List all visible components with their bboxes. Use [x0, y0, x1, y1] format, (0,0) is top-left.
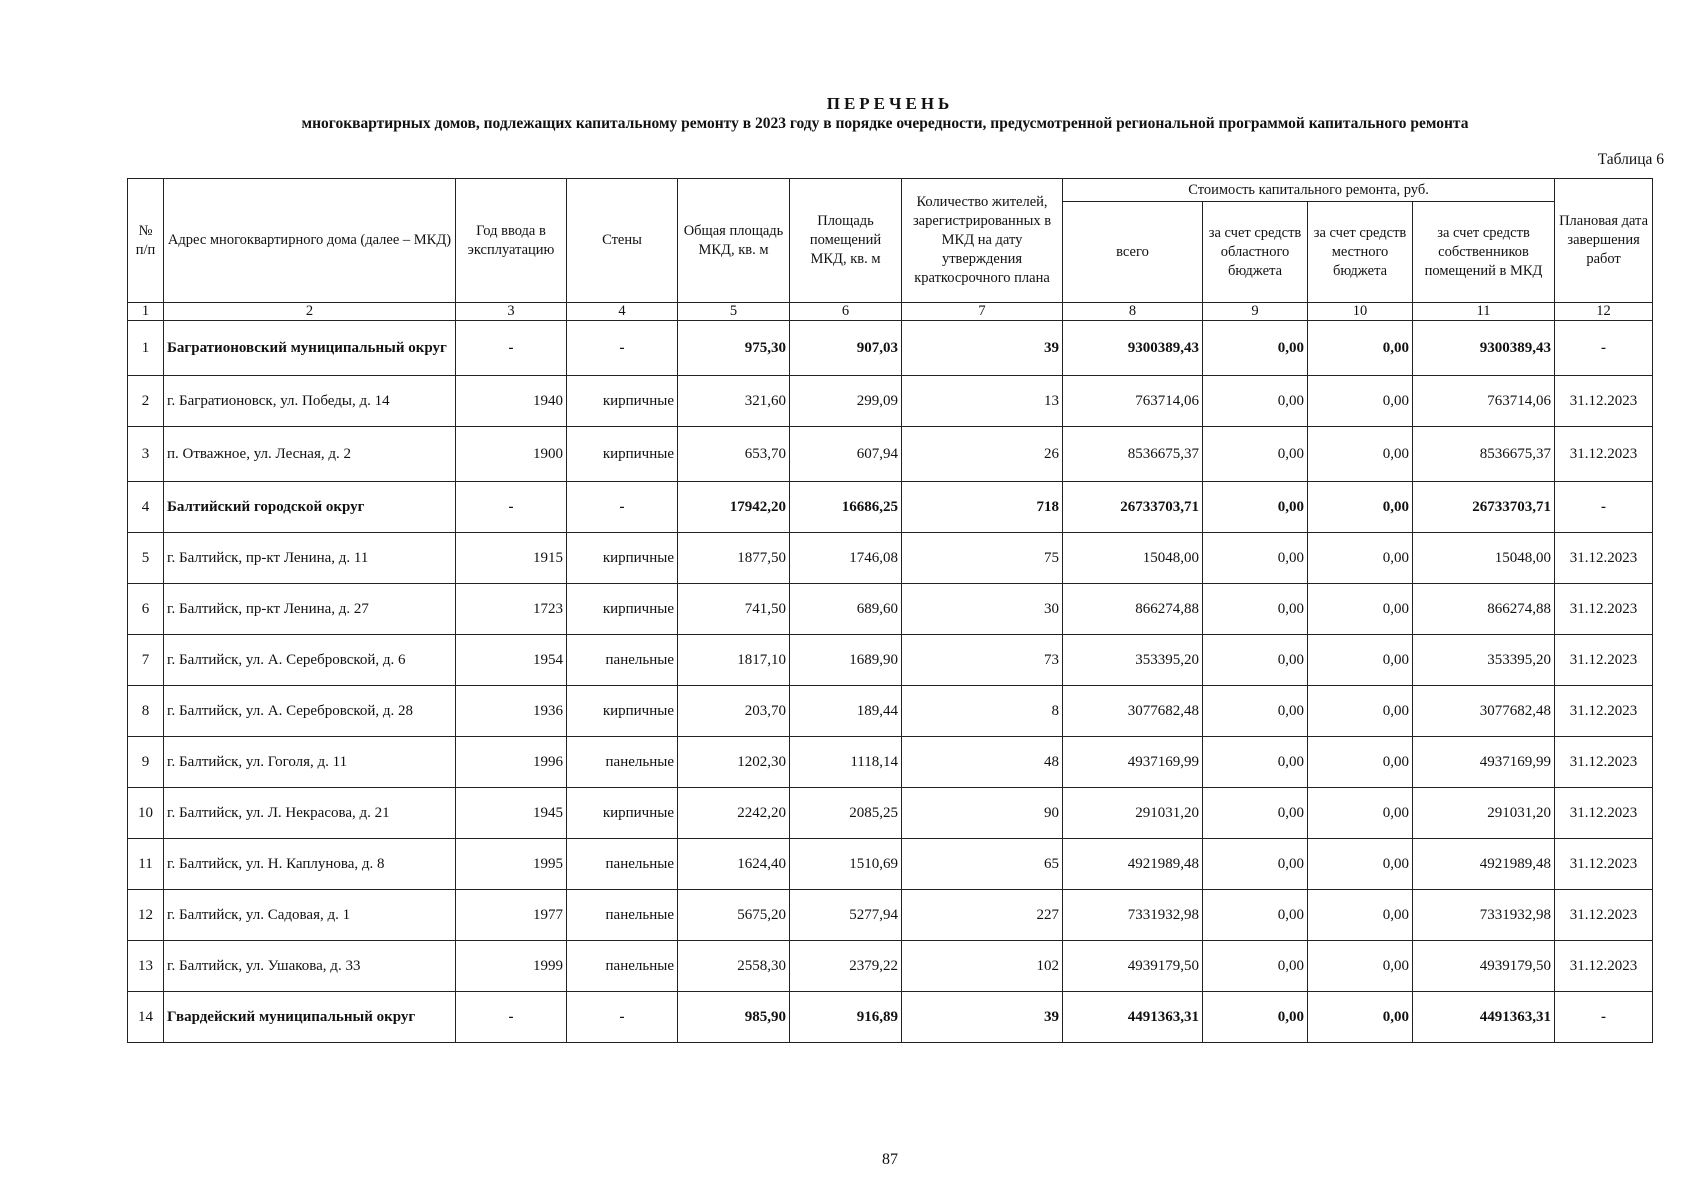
cell-walls: кирпичные	[567, 788, 678, 839]
col-header-walls: Стены	[567, 179, 678, 303]
cell-address: г. Багратионовск, ул. Победы, д. 14	[164, 376, 456, 427]
cell-walls: панельные	[567, 737, 678, 788]
cell-cost-owners: 4921989,48	[1413, 839, 1555, 890]
cell-cost-total: 4939179,50	[1063, 941, 1203, 992]
column-number-row	[128, 303, 1653, 321]
cell-cost-owners: 763714,06	[1413, 376, 1555, 427]
cell-walls: кирпичные	[567, 686, 678, 737]
cell-residents: 39	[902, 992, 1063, 1043]
cell-year: 1940	[456, 376, 567, 427]
cell-cost-owners: 291031,20	[1413, 788, 1555, 839]
cell-planned-date: 31.12.2023	[1555, 427, 1653, 482]
cell-cost-owners: 353395,20	[1413, 635, 1555, 686]
cell-no: 2	[128, 376, 164, 427]
cell-planned-date: 31.12.2023	[1555, 376, 1653, 427]
cell-premises-area: 5277,94	[790, 890, 902, 941]
cell-cost-total: 15048,00	[1063, 533, 1203, 584]
table-row	[128, 533, 1653, 584]
cell-cost-local: 0,00	[1308, 839, 1413, 890]
cell-no: 8	[128, 686, 164, 737]
column-number: 4	[567, 303, 678, 321]
cell-address: Багратионовский муниципальный округ	[164, 321, 456, 376]
cell-cost-regional: 0,00	[1203, 839, 1308, 890]
table-row	[128, 941, 1653, 992]
cell-cost-regional: 0,00	[1203, 941, 1308, 992]
cell-address: г. Балтийск, ул. Садовая, д. 1	[164, 890, 456, 941]
col-header-residents: Количество жителей, зарегистрированных в МКД на дату утверждения краткосрочного плана	[902, 179, 1063, 303]
cell-year: 1945	[456, 788, 567, 839]
cell-cost-regional: 0,00	[1203, 427, 1308, 482]
column-number: 6	[790, 303, 902, 321]
cell-total-area: 1877,50	[678, 533, 790, 584]
cell-residents: 26	[902, 427, 1063, 482]
cell-planned-date: -	[1555, 482, 1653, 533]
cell-premises-area: 607,94	[790, 427, 902, 482]
cell-cost-owners: 9300389,43	[1413, 321, 1555, 376]
cell-no: 13	[128, 941, 164, 992]
cell-cost-local: 0,00	[1308, 321, 1413, 376]
cell-address: г. Балтийск, ул. Н. Каплунова, д. 8	[164, 839, 456, 890]
cell-premises-area: 916,89	[790, 992, 902, 1043]
cell-planned-date: 31.12.2023	[1555, 890, 1653, 941]
cell-cost-total: 866274,88	[1063, 584, 1203, 635]
cell-cost-regional: 0,00	[1203, 584, 1308, 635]
cell-walls: кирпичные	[567, 376, 678, 427]
cell-residents: 718	[902, 482, 1063, 533]
cell-year: -	[456, 321, 567, 376]
cell-year: -	[456, 482, 567, 533]
cell-cost-owners: 7331932,98	[1413, 890, 1555, 941]
cell-planned-date: 31.12.2023	[1555, 584, 1653, 635]
cell-cost-regional: 0,00	[1203, 992, 1308, 1043]
cell-residents: 227	[902, 890, 1063, 941]
cell-cost-regional: 0,00	[1203, 737, 1308, 788]
cell-cost-total: 291031,20	[1063, 788, 1203, 839]
cell-cost-owners: 4491363,31	[1413, 992, 1555, 1043]
cell-cost-regional: 0,00	[1203, 890, 1308, 941]
column-number: 3	[456, 303, 567, 321]
cell-planned-date: 31.12.2023	[1555, 533, 1653, 584]
table-label: Таблица 6	[1597, 151, 1664, 168]
cell-cost-total: 763714,06	[1063, 376, 1203, 427]
col-header-year: Год ввода в эксплуатацию	[456, 179, 567, 303]
cell-year: 1995	[456, 839, 567, 890]
cell-walls: панельные	[567, 941, 678, 992]
cell-total-area: 1817,10	[678, 635, 790, 686]
cell-no: 1	[128, 321, 164, 376]
cell-residents: 90	[902, 788, 1063, 839]
cell-walls: -	[567, 992, 678, 1043]
col-header-cost-regional: за счет средств областного бюджета	[1203, 202, 1308, 303]
cell-total-area: 17942,20	[678, 482, 790, 533]
cell-cost-local: 0,00	[1308, 533, 1413, 584]
cell-address: г. Балтийск, пр-кт Ленина, д. 27	[164, 584, 456, 635]
table-row	[128, 635, 1653, 686]
cell-residents: 13	[902, 376, 1063, 427]
col-header-no: № п/п	[128, 179, 164, 303]
page-number: 87	[882, 1151, 898, 1168]
cell-premises-area: 1118,14	[790, 737, 902, 788]
column-number: 11	[1413, 303, 1555, 321]
table-row-district	[128, 992, 1653, 1043]
cell-cost-total: 26733703,71	[1063, 482, 1203, 533]
cell-cost-local: 0,00	[1308, 427, 1413, 482]
cell-no: 3	[128, 427, 164, 482]
cell-cost-local: 0,00	[1308, 941, 1413, 992]
cell-year: 1954	[456, 635, 567, 686]
cell-cost-regional: 0,00	[1203, 533, 1308, 584]
cell-address: Гвардейский муниципальный округ	[164, 992, 456, 1043]
cell-walls: -	[567, 482, 678, 533]
cell-cost-owners: 26733703,71	[1413, 482, 1555, 533]
cell-cost-owners: 4937169,99	[1413, 737, 1555, 788]
table-row	[128, 584, 1653, 635]
table-row	[128, 427, 1653, 482]
cell-planned-date: 31.12.2023	[1555, 788, 1653, 839]
cell-cost-local: 0,00	[1308, 992, 1413, 1043]
cell-walls: -	[567, 321, 678, 376]
cell-no: 9	[128, 737, 164, 788]
table-row	[128, 737, 1653, 788]
cell-address: г. Балтийск, ул. Ушакова, д. 33	[164, 941, 456, 992]
cell-no: 10	[128, 788, 164, 839]
column-number: 8	[1063, 303, 1203, 321]
cell-residents: 102	[902, 941, 1063, 992]
cell-total-area: 985,90	[678, 992, 790, 1043]
cell-premises-area: 1689,90	[790, 635, 902, 686]
cell-walls: кирпичные	[567, 427, 678, 482]
cell-year: 1723	[456, 584, 567, 635]
cell-address: г. Балтийск, ул. А. Серебровской, д. 28	[164, 686, 456, 737]
table-row	[128, 788, 1653, 839]
column-number: 5	[678, 303, 790, 321]
cell-cost-local: 0,00	[1308, 376, 1413, 427]
cell-walls: кирпичные	[567, 533, 678, 584]
cell-cost-regional: 0,00	[1203, 635, 1308, 686]
cell-year: 1900	[456, 427, 567, 482]
cell-walls: панельные	[567, 839, 678, 890]
cell-cost-total: 7331932,98	[1063, 890, 1203, 941]
cell-cost-total: 353395,20	[1063, 635, 1203, 686]
cell-year: 1915	[456, 533, 567, 584]
column-number: 12	[1555, 303, 1653, 321]
document-subtitle: многоквартирных домов, подлежащих капитальному ремонту в 2023 году в порядке очередности, предусмотренной региональной программой капитального ремонта	[301, 115, 1469, 132]
col-header-cost-local: за счет средств местного бюджета	[1308, 202, 1413, 303]
cell-cost-total: 4921989,48	[1063, 839, 1203, 890]
cell-year: 1977	[456, 890, 567, 941]
col-header-total-area: Общая площадь МКД, кв. м	[678, 179, 790, 303]
cell-premises-area: 2379,22	[790, 941, 902, 992]
column-number: 1	[128, 303, 164, 321]
cell-no: 11	[128, 839, 164, 890]
cell-cost-total: 4937169,99	[1063, 737, 1203, 788]
table-row	[128, 890, 1653, 941]
document-title: ПЕРЕЧЕНЬ	[826, 94, 954, 113]
cell-residents: 30	[902, 584, 1063, 635]
header-row-top	[128, 179, 1653, 202]
cell-no: 7	[128, 635, 164, 686]
cell-walls: панельные	[567, 635, 678, 686]
cell-no: 4	[128, 482, 164, 533]
cell-premises-area: 1510,69	[790, 839, 902, 890]
cell-planned-date: 31.12.2023	[1555, 839, 1653, 890]
cell-no: 12	[128, 890, 164, 941]
cell-no: 5	[128, 533, 164, 584]
cell-cost-owners: 3077682,48	[1413, 686, 1555, 737]
cell-premises-area: 1746,08	[790, 533, 902, 584]
cell-total-area: 2558,30	[678, 941, 790, 992]
cell-walls: панельные	[567, 890, 678, 941]
cell-total-area: 1202,30	[678, 737, 790, 788]
cell-planned-date: -	[1555, 321, 1653, 376]
cell-planned-date: -	[1555, 992, 1653, 1043]
cell-cost-local: 0,00	[1308, 788, 1413, 839]
cell-total-area: 2242,20	[678, 788, 790, 839]
cell-residents: 73	[902, 635, 1063, 686]
cell-no: 6	[128, 584, 164, 635]
cell-premises-area: 16686,25	[790, 482, 902, 533]
cell-planned-date: 31.12.2023	[1555, 686, 1653, 737]
cell-year: 1996	[456, 737, 567, 788]
cell-residents: 65	[902, 839, 1063, 890]
column-number: 7	[902, 303, 1063, 321]
table-row-district	[128, 321, 1653, 376]
cell-planned-date: 31.12.2023	[1555, 635, 1653, 686]
cell-cost-local: 0,00	[1308, 686, 1413, 737]
cell-year: 1936	[456, 686, 567, 737]
cell-cost-regional: 0,00	[1203, 788, 1308, 839]
cell-premises-area: 907,03	[790, 321, 902, 376]
col-header-cost-owners: за счет средств собственников помещений в МКД	[1413, 202, 1555, 303]
cell-total-area: 653,70	[678, 427, 790, 482]
cell-cost-total: 4491363,31	[1063, 992, 1203, 1043]
cell-cost-owners: 866274,88	[1413, 584, 1555, 635]
table-row	[128, 839, 1653, 890]
cell-premises-area: 2085,25	[790, 788, 902, 839]
cell-address: г. Балтийск, ул. Гоголя, д. 11	[164, 737, 456, 788]
col-header-planned-date: Плановая дата завершения работ	[1555, 179, 1653, 303]
cell-cost-total: 8536675,37	[1063, 427, 1203, 482]
cell-no: 14	[128, 992, 164, 1043]
cell-walls: кирпичные	[567, 584, 678, 635]
cell-cost-local: 0,00	[1308, 584, 1413, 635]
cell-cost-local: 0,00	[1308, 890, 1413, 941]
cell-cost-local: 0,00	[1308, 737, 1413, 788]
cell-residents: 39	[902, 321, 1063, 376]
cell-premises-area: 689,60	[790, 584, 902, 635]
cell-premises-area: 189,44	[790, 686, 902, 737]
cell-cost-regional: 0,00	[1203, 321, 1308, 376]
column-number: 10	[1308, 303, 1413, 321]
col-header-premises-area: Площадь помещений МКД, кв. м	[790, 179, 902, 303]
cell-cost-owners: 15048,00	[1413, 533, 1555, 584]
table-row-district	[128, 482, 1653, 533]
table-row	[128, 686, 1653, 737]
cell-cost-regional: 0,00	[1203, 376, 1308, 427]
cell-cost-owners: 8536675,37	[1413, 427, 1555, 482]
table-body	[128, 321, 1653, 1043]
cell-year: 1999	[456, 941, 567, 992]
cell-cost-total: 9300389,43	[1063, 321, 1203, 376]
col-header-address: Адрес многоквартирного дома (далее – МКД)	[164, 179, 456, 303]
cell-planned-date: 31.12.2023	[1555, 737, 1653, 788]
col-header-cost-group: Стоимость капитального ремонта, руб.	[1063, 179, 1555, 202]
cell-total-area: 5675,20	[678, 890, 790, 941]
repair-list-table	[127, 178, 1653, 1043]
column-number: 2	[164, 303, 456, 321]
cell-total-area: 203,70	[678, 686, 790, 737]
cell-year: -	[456, 992, 567, 1043]
cell-cost-regional: 0,00	[1203, 686, 1308, 737]
cell-residents: 75	[902, 533, 1063, 584]
cell-address: г. Балтийск, ул. А. Серебровской, д. 6	[164, 635, 456, 686]
cell-cost-owners: 4939179,50	[1413, 941, 1555, 992]
cell-planned-date: 31.12.2023	[1555, 941, 1653, 992]
cell-address: Балтийский городской округ	[164, 482, 456, 533]
cell-address: п. Отважное, ул. Лесная, д. 2	[164, 427, 456, 482]
cell-cost-regional: 0,00	[1203, 482, 1308, 533]
cell-total-area: 321,60	[678, 376, 790, 427]
cell-total-area: 975,30	[678, 321, 790, 376]
cell-total-area: 1624,40	[678, 839, 790, 890]
cell-address: г. Балтийск, ул. Л. Некрасова, д. 21	[164, 788, 456, 839]
cell-cost-local: 0,00	[1308, 482, 1413, 533]
cell-residents: 48	[902, 737, 1063, 788]
cell-address: г. Балтийск, пр-кт Ленина, д. 11	[164, 533, 456, 584]
cell-premises-area: 299,09	[790, 376, 902, 427]
cell-total-area: 741,50	[678, 584, 790, 635]
column-number: 9	[1203, 303, 1308, 321]
col-header-cost-total: всего	[1063, 202, 1203, 303]
table-row	[128, 376, 1653, 427]
cell-cost-total: 3077682,48	[1063, 686, 1203, 737]
cell-cost-local: 0,00	[1308, 635, 1413, 686]
cell-residents: 8	[902, 686, 1063, 737]
